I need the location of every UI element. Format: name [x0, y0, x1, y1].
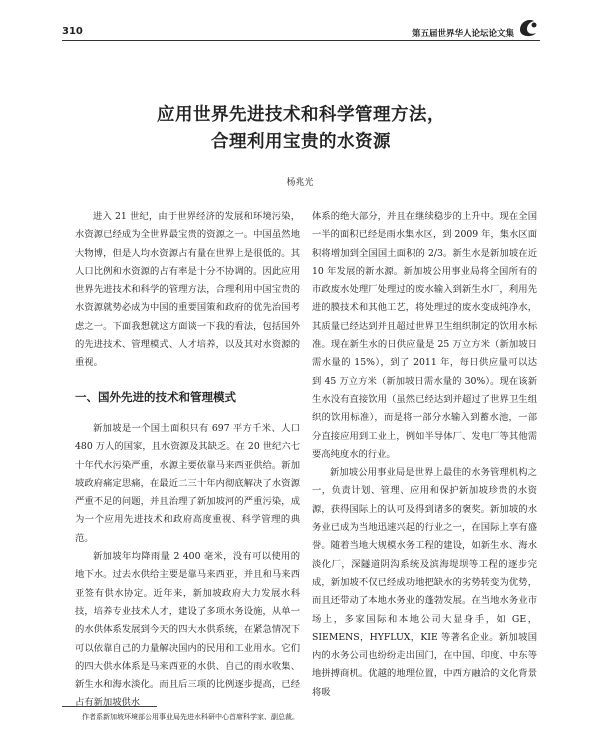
section-heading: 一、国外先进的技术和管理模式 — [75, 389, 236, 404]
article-title-line-1: 应用世界先进技术和科学管理方法， — [157, 105, 445, 125]
forum-logo-icon — [516, 16, 540, 38]
right-column — [312, 208, 537, 702]
journal-title: 第五届世界华人论坛论文集 — [411, 29, 514, 39]
footnote: 作者系新加坡环境部公用事业局先进水科研中心首席科学家、副总裁。 — [82, 713, 299, 721]
footnote-rule — [62, 706, 157, 707]
continued-paragraph: 体系的绝大部分，并且在继续稳步的上升中。现在全国一半的面积已经是雨水集水区，到 2009 年，集水区面积将增加到全国国土面积的 2/3。新生水是新加坡在近 10 年发展的新水源。新加坡公用事业局将全国所有的市政废水处理厂处理过的废水输入到新生水厂，利用先进的膜技术和其他工艺，将处理过的废水变成纯净水，其质量已经达到并且超过世界卫生组织制定的饮用水标准。现在新生水的日供应量是 25 万立方米（新加坡日需水量的 15%），到了 2011 年，每日供应量可以达到 45 万立方米（新加坡日需水量的 30%）。现在该新生水没有直接饮用（虽然已经达到并超过了世界卫生组织的饮用标准），而是将一部分水输入到蓄水池，一部分直接应用到工业上，例如半导体厂、发电厂等其他需要高纯度水的行业。 — [312, 211, 537, 460]
body-paragraph: 新加坡公用事业局是世界上最佳的水务管理机构之一，负责计划、管理、应用和保护新加坡珍贵的水资源，获得国际上的认可及得到诸多的褒奖。新加坡的水务业已成为当地迅速兴起的行业之一，在国际上享有盛誉。随着当地大规模水务工程的建设，如新生水、海水淡化厂，深隧道阴沟系统及滨海堤坝等工程的逐步完成，新加坡不仅已经成功地把缺水的劣势转变为优势，而且还带动了本地水务业的蓬勃发展。在当地水务业市场上，多家国际和本地公司大显身手，如 GE，SIEMENS，HYFLUX，KIE 等著名企业。新加坡国内的水务公司也纷纷走出国门，在中国、印度、中东等地拼搏商机。优越的地理位置，中西方融洽的文化背景将吸 — [312, 467, 537, 698]
left-column — [75, 208, 300, 713]
intro-paragraph: 进入 21 世纪，由于世界经济的发展和环境污染，水资源已经成为全世界最宝贵的资源之一。中国虽然地大物博，但是人均水资源占有量在世界上是很低的。其人口比例和水资源的占有率是十分不协调的。因此应用世界先进技术和科学的管理方法，合理利用中国宝贵的水资源就势必成为中国的重要国策和政府的优先治国考虑之一。下面我想就这方面谈一下我的看法，包括国外的先进技术、管理模式、人才培养，以及其对水资源的重视。 — [75, 211, 300, 369]
header-rule — [62, 40, 540, 41]
body-paragraph: 新加坡是一个国土面积只有 697 平方千米、人口 480 万人的国家，且水资源及其缺乏。在 20 世纪六七十年代水污染严重，水源主要依靠马来西亚供给。新加坡政府痛定思痛，在最近二三十年内彻底解决了水资源严重不足的问题，并且治理了新加坡河的严重污染，成为一个应用先进技术和政府高度重视、科学管理的典范。 — [75, 422, 300, 544]
article-title-line-2: 合理利用宝贵的水资源 — [211, 132, 391, 152]
body-paragraph: 新加坡年均降雨量 2 400 毫米，没有可以使用的地下水。过去水供给主要是靠马来西亚，并且和马来西亚签有供水协定。近年来，新加坡政府大力发展水科技，培养专业技术人才，建设了多项水务设施，从单一的水供体系发展到今天的四大水供系统，在紧急情况下可以依靠自己的力量解决国内的民用和工业用水。它们的四大供水体系是马来西亚的水供、自己的雨水收集、新生水和海水淡化。而且后三项的比例逐步提高，已经占有新加坡供水 — [75, 551, 300, 709]
page-number: 310 — [62, 26, 83, 37]
author: 杨兆光 — [286, 178, 314, 188]
